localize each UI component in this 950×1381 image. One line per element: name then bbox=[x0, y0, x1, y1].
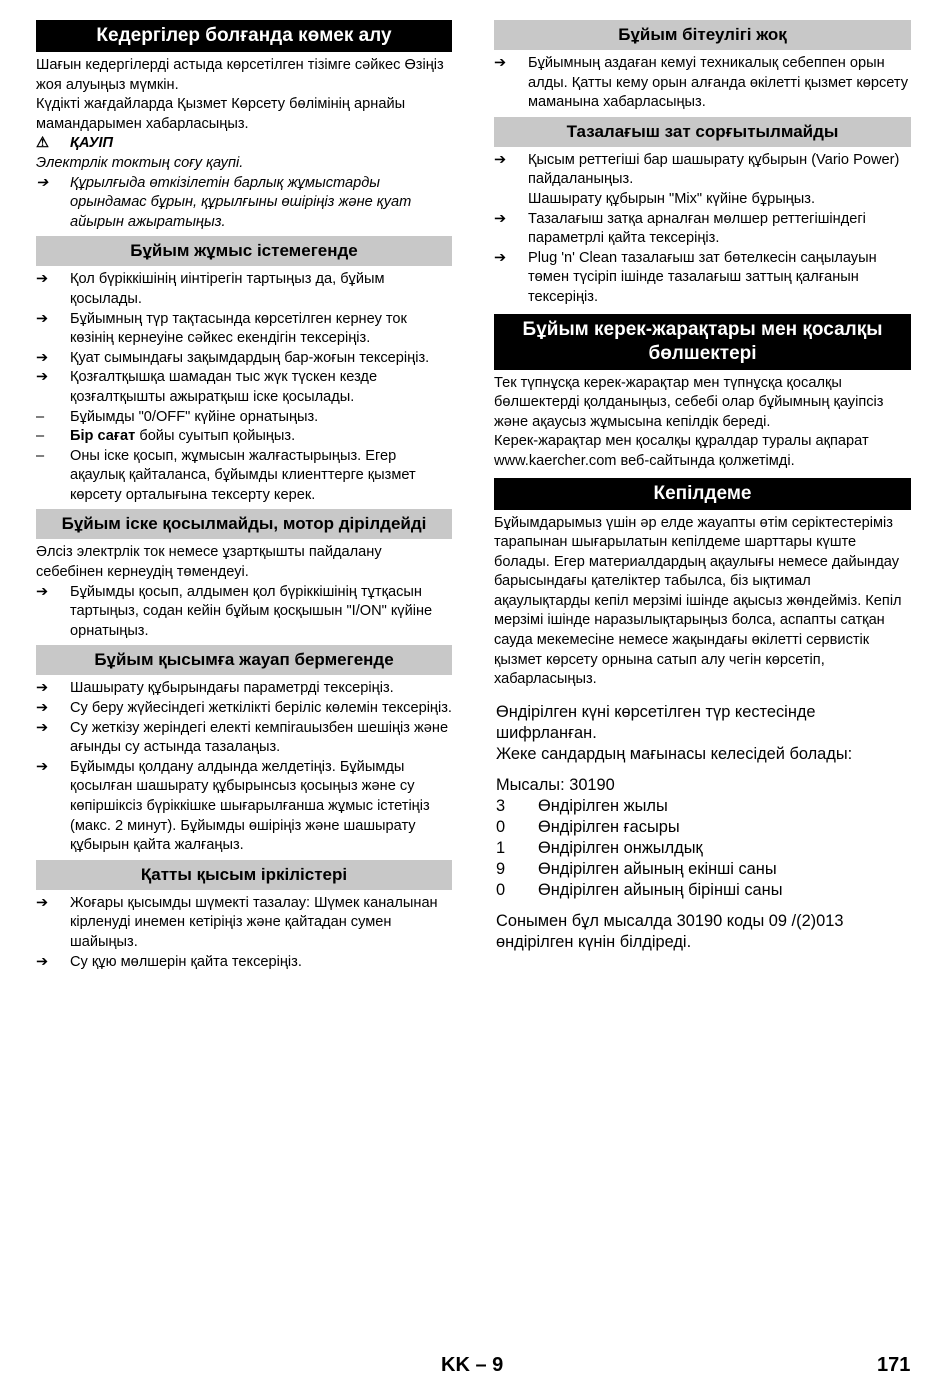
list-item bbox=[36, 447, 452, 506]
arrow-icon: ➔ bbox=[36, 369, 49, 386]
section-title-detergent: Тазалағыш зат сорғытылмайды bbox=[494, 117, 911, 147]
list-item-text: Бұйымның аздаған кемуі техникалық себеппен орын алды. Қатты кему орын алғанда өкілетті қызмет көрсету маманына хабарласыңыз. bbox=[528, 55, 909, 111]
paragraph: Әлсіз электрлік ток немесе ұзартқышты пайдалану себебінен кернеудің төмендеуі. bbox=[36, 544, 382, 581]
list-item bbox=[36, 953, 452, 973]
list-item bbox=[36, 174, 452, 233]
section-title-no-pressure: Бұйым қысымға жауап бермегенде bbox=[36, 645, 452, 675]
digit-row bbox=[496, 838, 911, 859]
list-item-text: Оны іске қосып, жұмысын жалғастырыңыз. Егер ақаулық қайталанса, бұйымды клиенттерге қызмет көрсету орталығына тексерту керек. bbox=[70, 447, 416, 503]
digit-row bbox=[496, 817, 911, 838]
list-item bbox=[36, 699, 452, 719]
list-item-text: Тазалағыш затқа арналған мөлшер реттегішіндегі параметрлі қайта тексеріңіз. bbox=[528, 210, 866, 247]
list-item-continuation bbox=[494, 190, 911, 210]
list-item-text: бойы суытып қойыңыз. bbox=[135, 428, 296, 445]
digit-meaning: Өндірілген онжылдық bbox=[538, 838, 703, 857]
arrow-icon: ➔ bbox=[36, 349, 49, 366]
section-title-not-working: Бұйым жұмыс істемегенде bbox=[36, 236, 452, 266]
warning-triangle-icon: ⚠ bbox=[36, 135, 50, 152]
list-item bbox=[36, 368, 452, 407]
footer-section-label: KK – 9 bbox=[441, 1354, 504, 1376]
arrow-icon: ➔ bbox=[36, 310, 49, 327]
list-item bbox=[36, 583, 452, 642]
list-item-text: Шашырату құбырын "Mix" күйіне бұрыңыз. bbox=[528, 190, 816, 207]
list-item bbox=[494, 54, 911, 113]
arrow-icon: ➔ bbox=[36, 700, 49, 717]
section-title-leaking: Бұйым бітеулігі жоқ bbox=[494, 20, 911, 50]
arrow-icon: ➔ bbox=[36, 894, 49, 911]
arrow-icon: ➔ bbox=[494, 151, 507, 168]
list-item-text: Қысым реттегіші бар шашырату құбырын (Vario Power) пайдаланыңыз. bbox=[528, 151, 900, 188]
list-item bbox=[494, 249, 911, 308]
paragraph: Керек-жарақтар мен қосалқы құралдар туралы ақпарат www.kaercher.com веб-сайтында қолжетімді. bbox=[494, 433, 869, 469]
list-item-text: Бұйымды қосып, алдымен қол бүріккішінің тұтқасын тартыңыз, содан кейін бұйым қосқышын "I/ON" күйіне орнатыңыз. bbox=[70, 583, 433, 639]
list-item bbox=[36, 679, 452, 699]
list-item-text: Бұйымның түр тақтасында көрсетілген кернеу ток көзінің кернеуіне сәйкес екендігін тексеріңіз. bbox=[70, 310, 407, 347]
bold-text: Бір сағат bbox=[70, 428, 136, 445]
paragraph: Жеке сандардың мағынасы келесідей болады: bbox=[496, 744, 853, 763]
section-title-warranty: Кепілдеме bbox=[494, 478, 911, 510]
paragraph: Тек түпнұсқа керек-жарақтар мен түпнұсқа қосалқы бөлшектерді қолданыңыз, себебі олар бұйымның қауіпсіз және ақаусыз жұмысына кепілдік береді. bbox=[494, 374, 884, 430]
paragraph: Шағын кедергілерді астыда көрсетілген тізімге сәйкес Өзіңіз жоя алуыңыз мүмкін. bbox=[36, 57, 444, 93]
list-item bbox=[36, 719, 452, 758]
list-item bbox=[36, 349, 452, 369]
list-item-text: Қол бүріккішінің иінтірегін тартыңыз да, бұйым қосылады. bbox=[70, 271, 385, 307]
digit-meaning: Өндірілген айының бірінші саны bbox=[538, 880, 783, 899]
list-item-text: Қозғалтқышқа шамадан тыс жүк түскен кезде қозғалтқышты ажыратқыш іске қосылады. bbox=[70, 369, 378, 405]
list-item-text: Су беру жүйесіндегі жеткілікті беріліс көлемін тексеріңіз. bbox=[70, 700, 452, 717]
arrow-icon: ➔ bbox=[36, 719, 49, 736]
paragraph: Бұйымдарымыз үшін әр елде жауапты өтім серіктестеріміз тарапынан шығарылатын кепілдеме шарттары күште болады. Егер материалдардың ақаулығы немесе дайындау барысындағы қателіктер табылса, біз ықтимал ақаулықтарды кепіл мерзімі ішінде ақысыз жөндейміз. Кепіл мерзімі ішінде наразылықтарыңыз болса, аспапты сатқан сауда мекемесіне немесе жақындағы өкілетті сервистік қызмет көрсету орнына сатып алу чегін көрсетіп, хабарласыңыз. bbox=[494, 514, 902, 688]
digit: 1 bbox=[496, 838, 506, 857]
section-title-troubleshooting: Кедергілер болғанда көмек алу bbox=[36, 20, 452, 52]
list-item bbox=[36, 270, 452, 309]
list-item-text: Су жеткізу жеріндегі електі кемпіrauызбен шешіңіз және ағынды су астында тазалаңыз. bbox=[70, 719, 449, 756]
list-item-text: Бұйымды қолдану алдында желдетіңіз. Бұйымды қосылған шашырату құбырынсыз қосыңыз және су көпіршіксіз бүріккішке шығарылғанша жұмыс істетіңіз (макс. 2 минут). Бұйымды өшіріңіз және шашырату құбырын қайта жалғаңыз. bbox=[70, 758, 430, 854]
list-item-text: Бұйымды "0/OFF" күйіне орнатыңыз. bbox=[70, 408, 319, 425]
digit: 0 bbox=[496, 880, 506, 899]
paragraph: Сонымен бұл мысалда 30190 коды 09 /(2)013 өндірілген күнін білдіреді. bbox=[496, 911, 844, 951]
arrow-icon: ➔ bbox=[36, 271, 49, 288]
list-item bbox=[36, 894, 452, 953]
list-item-text: Plug 'n' Clean тазалағыш зат бөтелкесін саңылауын төмен түсіріп ішінде тазалағыш заттың қалғанын тексеріңіз. bbox=[528, 249, 877, 305]
list-item bbox=[36, 310, 452, 349]
section-title-pressure-fluctuations: Қатты қысым іркілістері bbox=[36, 860, 452, 890]
list-item bbox=[494, 151, 911, 190]
left-column bbox=[36, 20, 452, 972]
dash-marker: – bbox=[36, 447, 45, 464]
list-item-text: Қуат сымындағы зақымдардың бар-жоғын тексеріңіз. bbox=[70, 349, 430, 366]
digit: 9 bbox=[496, 859, 506, 878]
production-date-block bbox=[494, 702, 911, 953]
danger-label: ҚАУІП bbox=[70, 135, 114, 152]
list-item bbox=[36, 408, 452, 428]
example-label: Мысалы: 30190 bbox=[496, 775, 615, 794]
paragraph: Өндірілген күні көрсетілген түр кестесінде шифрланған. bbox=[496, 702, 816, 742]
list-item-text: Құрылғыда өткізілетін барлық жұмыстарды орындамас бұрын, құрылғыны өшіріңіз және қуат айырын ажыратыңыз. bbox=[70, 174, 412, 230]
list-item-text: Су құю мөлшерін қайта тексеріңіз. bbox=[70, 953, 302, 970]
right-column bbox=[494, 20, 911, 953]
digit-meaning: Өндірілген айының екінші саны bbox=[538, 859, 777, 878]
digit: 3 bbox=[496, 796, 506, 815]
arrow-icon: ➔ bbox=[36, 583, 49, 600]
page-number: 171 bbox=[877, 1354, 911, 1376]
arrow-icon: ➔ bbox=[36, 174, 49, 191]
list-item bbox=[36, 758, 452, 856]
arrow-icon: ➔ bbox=[36, 953, 49, 970]
digit-meaning: Өндірілген жылы bbox=[538, 796, 668, 815]
danger-heading bbox=[36, 134, 452, 154]
dash-marker: – bbox=[36, 408, 45, 425]
section-title-motor-hums: Бұйым іске қосылмайды, мотор дірілдейді bbox=[36, 509, 452, 539]
arrow-icon: ➔ bbox=[494, 249, 507, 266]
digit: 0 bbox=[496, 817, 506, 836]
section-title-accessories: Бұйым керек-жарақтары мен қосалқы бөлшектері bbox=[494, 314, 911, 370]
arrow-icon: ➔ bbox=[36, 680, 49, 697]
dash-marker: – bbox=[36, 428, 45, 445]
list-item-text: Шашырату құбырындағы параметрді тексеріңіз. bbox=[70, 680, 394, 697]
arrow-icon: ➔ bbox=[494, 210, 507, 227]
danger-text: Электрлік токтың соғу қаупі. bbox=[36, 154, 244, 171]
digit-row bbox=[496, 859, 911, 880]
list-item-text: Жоғары қысымды шүмекті тазалау: Шүмек каналынан кірленуді инемен кетіріңіз және қайтадан сумен шайыңыз. bbox=[70, 894, 438, 950]
list-item bbox=[36, 427, 452, 447]
arrow-icon: ➔ bbox=[494, 55, 507, 71]
list-item bbox=[494, 210, 911, 249]
paragraph: Күдікті жағдайларда Қызмет Көрсету бөлімінің арнайы мамандарымен хабарласыңыз. bbox=[36, 96, 406, 132]
digit-meaning: Өндірілген ғасыры bbox=[538, 817, 680, 836]
digit-row bbox=[496, 880, 911, 901]
arrow-icon: ➔ bbox=[36, 758, 49, 775]
digit-row bbox=[496, 796, 911, 817]
